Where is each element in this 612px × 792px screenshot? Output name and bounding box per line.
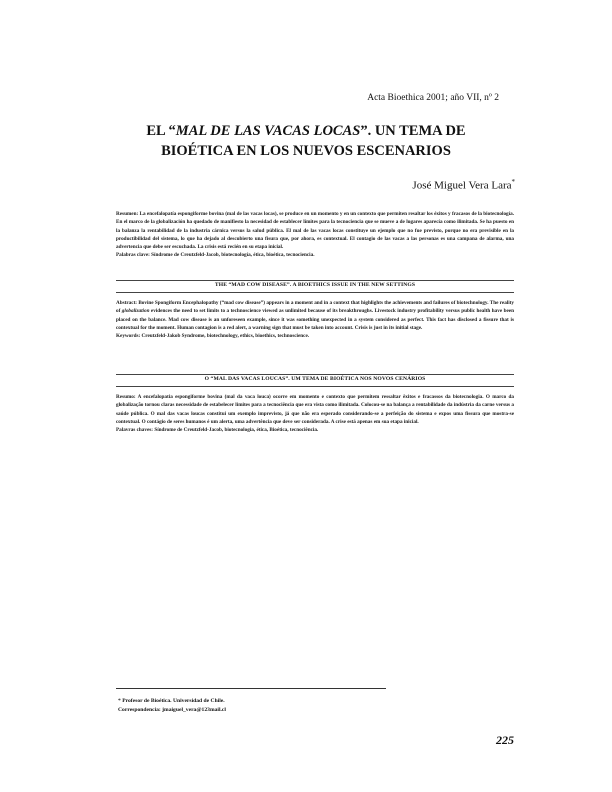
- resumen-label: Resumen:: [116, 211, 139, 217]
- footnote-correspondence: Correspondencia: jmaiguel_vera@123mail.cl: [118, 707, 226, 713]
- abstract-keywords: Keywords: Creutzfeld-Jakob Syndrome, biotechnology, ethics, bioethics, technoscience.: [116, 333, 310, 340]
- resumen-block: [116, 210, 514, 260]
- abstract-text: Abstract: Bovine Spongiform Encephalopathy (“mad cow disease”) appears in a moment and in a context that highlights the achievements and failures of biotechnology. The reality of globalization evidences the need to set limits to a technoscience viewed as unlimited because of its breakthroughs. Livestock industry profitability versus public health have been placed on the balance. Mad cow disease is an unforeseen example, since it was something unexpected in a system considered as perfect. This fact has disclosed a fissure that is contextual for the moment. Human contagion is a red alert, a warning sign that must be taken into account. Crisis is just in its initial stage.: [116, 300, 514, 331]
- divider-bottom-2: [116, 386, 514, 387]
- title-italic: MAL DE LAS VACAS LOCAS: [175, 123, 361, 139]
- divider-top: [116, 280, 514, 281]
- author-footnote-marker: *: [511, 178, 515, 186]
- footnote-rule: [116, 688, 386, 689]
- abstract-block: [116, 299, 514, 340]
- footnote: [118, 697, 226, 715]
- author-name: José Miguel Vera Lara*: [412, 178, 515, 192]
- divider-top-2: [116, 374, 514, 375]
- divider-bottom: [116, 292, 514, 293]
- resumen-keywords: Palabras clave: Síndrome de Creutzfeld-Jacob, biotecnología, ética, bioética, tecnociencia.: [116, 252, 315, 259]
- abstract-label: Abstract:: [116, 300, 138, 306]
- title-line-1: EL “MAL DE LAS VACAS LOCAS”. UN TEMA DE: [146, 123, 466, 139]
- resumo-keywords: Palavras chaves: Síndrome de Creutzfeld-Jacob, biotecnologia, ética, Bioética, tecnociência.: [116, 427, 319, 434]
- journal-citation: Acta Bioethica 2001; año VII, nº 2: [367, 93, 499, 103]
- article-title: [110, 121, 502, 161]
- page-number: 225: [496, 733, 514, 747]
- portuguese-heading: O “MAL DAS VACAS LOUCAS”. UM TEMA DE BIOÉTICA NOS NOVOS CENÁRIOS: [204, 376, 426, 382]
- footnote-affiliation: * Profesor de Bioética. Universidad de Chile.: [118, 698, 225, 704]
- english-heading: THE “MAD COW DISEASE”. A BIOETHICS ISSUE IN THE NEW SETTINGS: [214, 282, 416, 288]
- title-line-2: BIOÉTICA EN LOS NUEVOS ESCENARIOS: [161, 143, 451, 159]
- resumo-label: Resumo:: [116, 394, 136, 400]
- resumen-text: Resumen: La encefalopatía espongiforme bovina (mal de las vacas locas), se produce en un momento y en un contexto que permiten resaltar los éxitos y fracasos de la biotecnología. En el marco de la globalización ha quedado de manifiesto la necesidad de establecer límites para la tecnociencia que se mueve a de lugares aparecía como ilimitada. Se ha puesto en la balanza la rentabilidad de la industria cárnica versus la salud pública. El mal de las vacas locas constituye un ejemplo que no fue previsto, porque no era previsible en la productibilidad del sistema, lo que ha dejado al descubierto una fisura que, por ahora, es contextual. El contagio de las vacas a las personas es una campana de alarma, una advertencia que debe ser escuchada. La crisis está recién en su etapa inicial.: [116, 211, 514, 251]
- resumo-block: [116, 393, 514, 434]
- resumo-text: Resumo: A encefalopatia espongiforme bovina (mal da vaca louca) ocorre em momento e contexto que permitem ressaltar êxitos e fracassos da biotecnologia. O marco da globalização tornou claras necessidade de estabelecer limites para a tecnociência que era vista como ilimitada. Colocou-se na balança a rentabilidade da indústria da carne versus a saúde pública. O mal das vacas loucas constitui um exemplo imprevisto, já que não era esperado considerando-se a perfeição do sistema e expos uma fissura que mostra-se contextual. O contágio de seres humanos é um alerta, uma advertência que deve ser considerada. A crise está apenas em sua etapa inicial.: [116, 394, 514, 425]
